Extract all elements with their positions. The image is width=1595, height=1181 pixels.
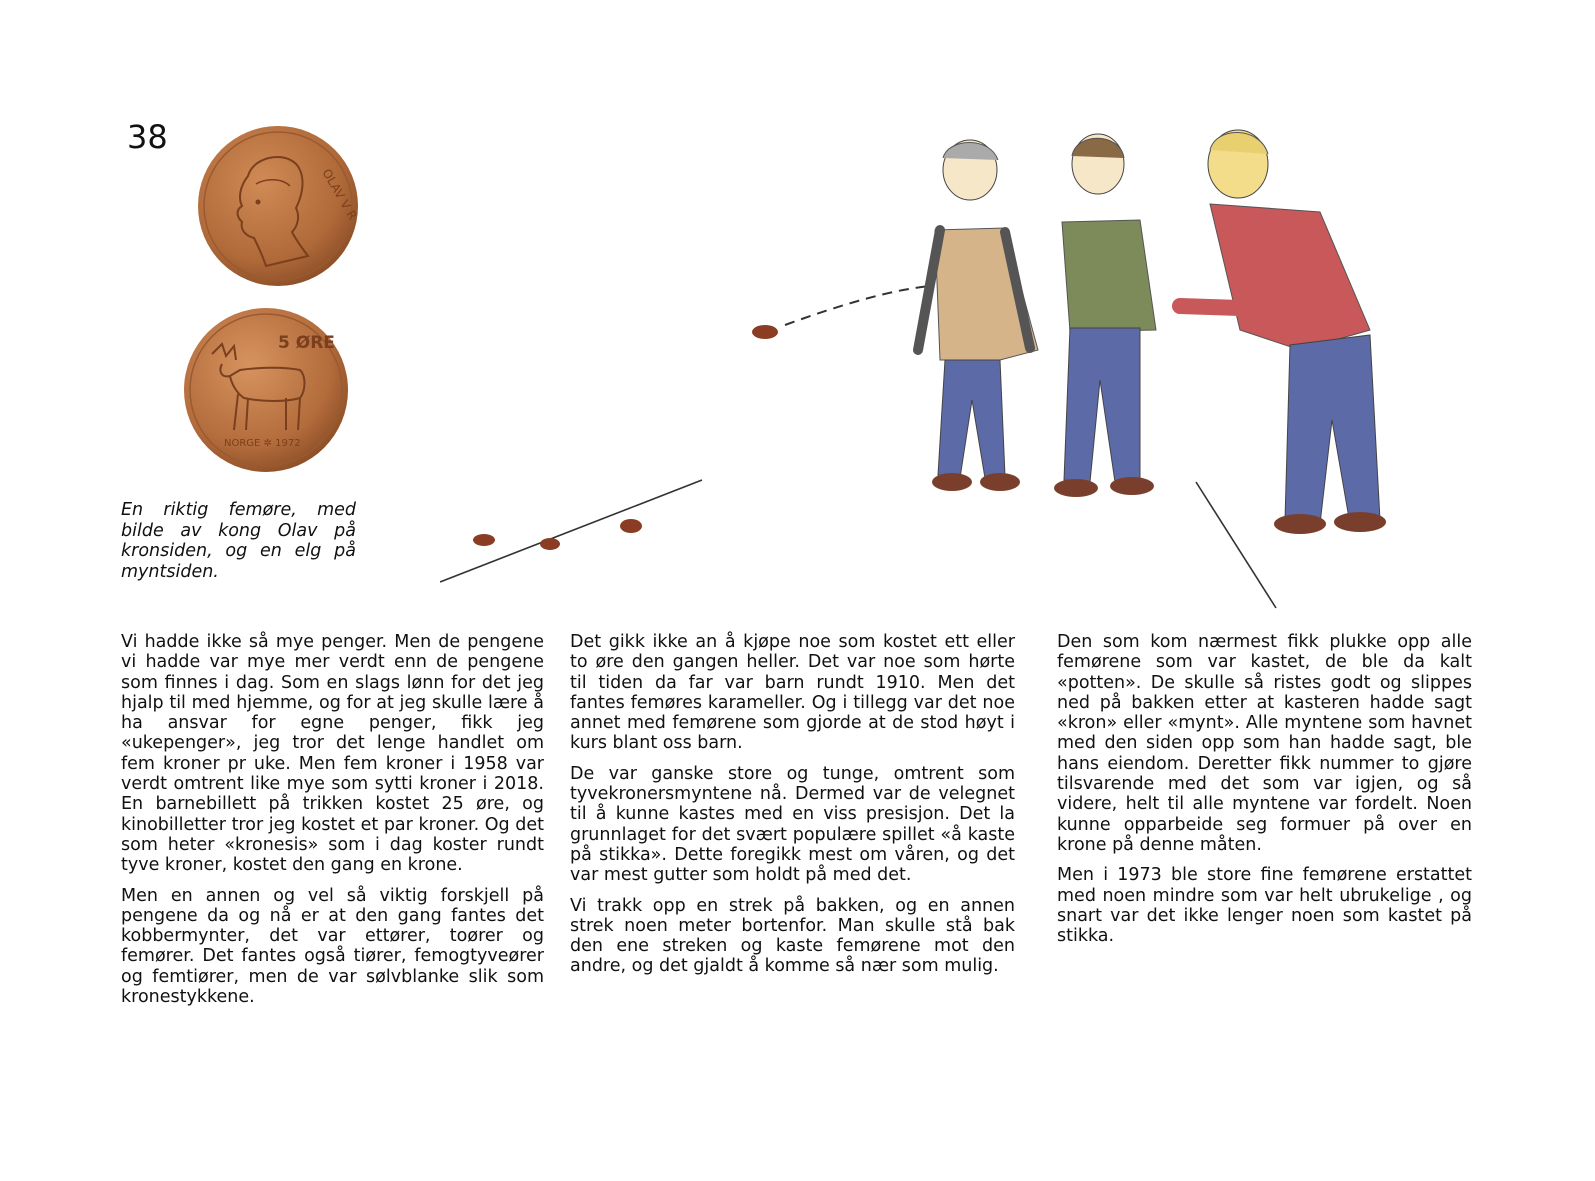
text-column-3: [1057, 632, 1472, 956]
paragraph: Det gikk ikke an å kjøpe noe som kostet ett eller to øre den gangen heller. Det var noe som hørte til tiden da far var barn rundt 1910. Men det fantes femøres karameller. Og i tillegg var det noe annet med femørene som gjorde at de stod høyt i kurs blant oss barn.: [570, 632, 1015, 754]
man-left: [918, 140, 1038, 491]
coin-trajectory: [785, 286, 930, 325]
boys-throwing-coins-illustration: [440, 120, 1440, 620]
page-number: 38: [127, 118, 168, 156]
paragraph: Den som kom nærmest fikk plukke opp alle femørene som var kastet, de ble da kalt «potten». De skulle så ristes godt og slippes ned på bakken etter at kasteren hadde sagt «kron» eller «mynt». Alle myntene som havnet med den siden opp som han hadde sagt, ble hans eiendom. Deretter fikk nummer to gjøre tilsvarende med det som var igjen, og så videre, helt til alle myntene var fordelt. Noen kunne opparbeide seg formuer på over en krone på denne måten.: [1057, 632, 1472, 855]
flying-coin: [752, 325, 778, 339]
paragraph: Vi hadde ikke så mye penger. Men de pengene vi hadde var mye mer verdt enn de pengene som finnes i dag. Som en slags lønn for det jeg hjalp til med hjemme, og for at jeg skulle lære å ha ansvar for egne penger, fikk jeg «ukepenger», jeg tror det lenge handlet om fem kroner pr uke. Men fem kroner i 1958 var verdt omtrent like mye som sytti kroner i 2018. En barnebillett på trikken kostet 25 øre, og kinobilletter tror jeg kostet et par kroner. Og det som heter «kronesis» som i dag koster rundt tyve kroner, kostet den gang en krone.: [121, 632, 544, 876]
coin-on-ground: [473, 534, 495, 546]
text-column-2: [570, 632, 1015, 987]
paragraph: Men i 1973 ble store fine femørene erstattet med noen mindre som var helt ubrukelige , og snart var det ikke lenger noen som kastet på stikka.: [1057, 865, 1472, 947]
man-middle: [1054, 134, 1156, 497]
text-column-1: [121, 632, 544, 1017]
man-right: [1180, 130, 1386, 534]
coin-front-inscription: OLAV V R: [319, 166, 360, 223]
paragraph: De var ganske store og tunge, omtrent som tyvekronersmyntene nå. Dermed var de velegnet til å kunne kastes med en viss presisjon. Det la grunnlaget for det svært populære spillet «å kaste på stikka». Dette foregikk mest om våren, og det var mest gutter som holdt på med det.: [570, 763, 1015, 886]
coin-on-ground: [540, 538, 560, 550]
coin-back-inscription: NORGE ✲ 1972: [224, 438, 301, 449]
paragraph: Vi trakk opp en strek på bakken, og en annen strek noen meter bortenfor. Man skulle stå bak den ene streken og kaste femørene mot den andre, og det gjaldt å komme så nær som mulig.: [570, 895, 1015, 977]
coin-caption: En riktig femøre, med bilde av kong Olav på kronsiden, og en elg på myntsiden.: [121, 500, 356, 582]
coin-front-image: [196, 124, 360, 288]
coin-back-image: [182, 306, 350, 474]
throw-line-right: [1196, 482, 1276, 608]
coin-on-ground: [620, 519, 642, 533]
paragraph: Men en annen og vel så viktig forskjell på pengene da og nå er at den gang fantes det kobbermynter, det var ettører, toører og femører. Det fantes også tiører, femogtyveører og femtiører, men de var sølvblanke slik som kronestykkene.: [121, 885, 544, 1008]
coin-back-denomination: 5 ØRE: [278, 333, 335, 353]
throw-line-left: [440, 480, 702, 582]
